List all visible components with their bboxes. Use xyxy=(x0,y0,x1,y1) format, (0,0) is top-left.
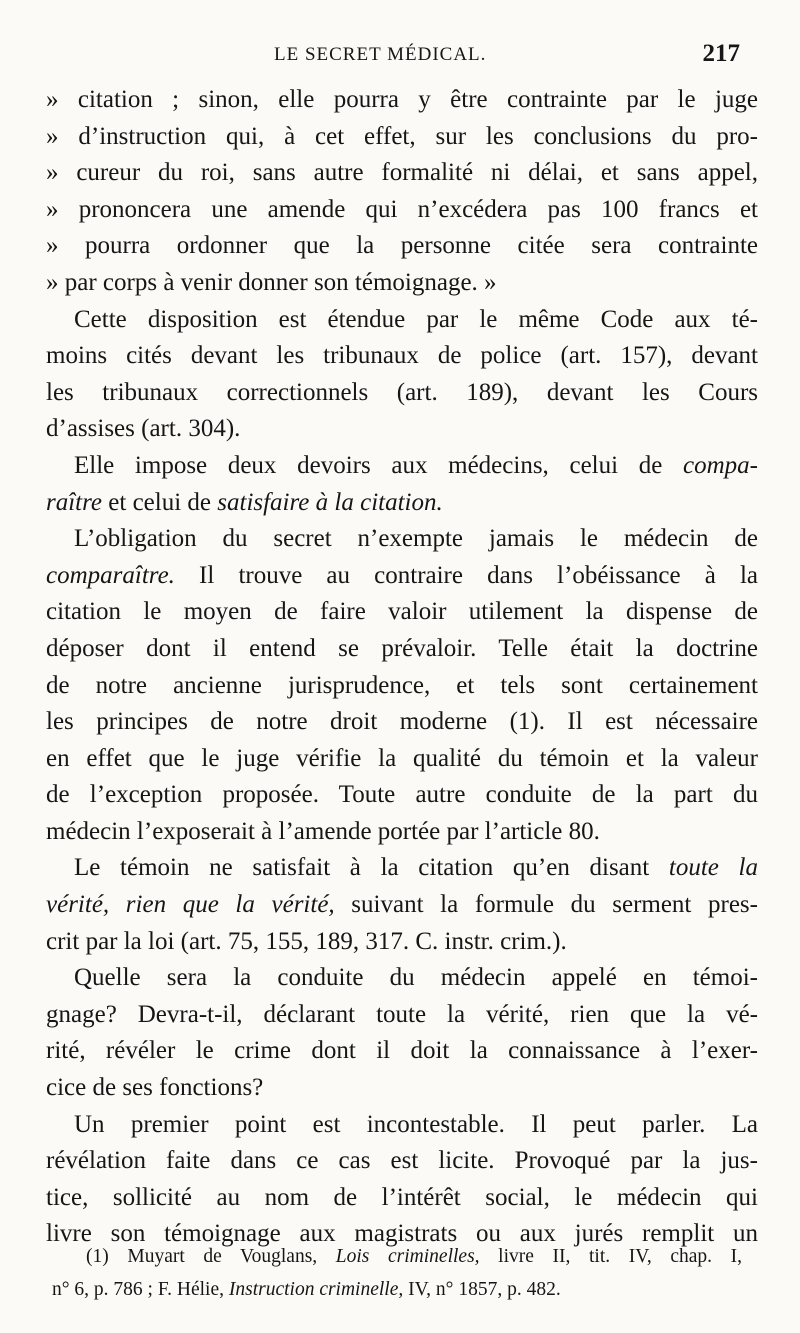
text-line: médecin l’exposerait à l’amende portée par l’article 80. xyxy=(46,817,600,845)
text-line: rité, révéler le crime dont il doit la connaissance à l’exer- xyxy=(46,1037,758,1065)
text-line: tice, sollicité au nom de l’intérêt social, le médecin qui xyxy=(46,1183,758,1211)
text-line: livre son témoignage aux magistrats ou aux jurés remplit un xyxy=(46,1220,758,1248)
text-line: L’obligation du secret n’exempte jamais le médecin de xyxy=(74,525,758,553)
text-line: cice de ses fonctions? xyxy=(46,1074,264,1102)
text-line: en effet que le juge vérifie la qualité du témoin et la valeur xyxy=(46,744,758,772)
text-line: raître et celui de satisfaire à la citation. xyxy=(46,488,443,516)
page-header xyxy=(46,40,748,76)
text-line: les tribunaux correctionnels (art. 189), devant les Cours xyxy=(46,378,758,406)
text-line: Elle impose deux devoirs aux médecins, celui de compa- xyxy=(74,451,758,479)
text-line: vérité, rien que la vérité, suivant la formule du serment pres- xyxy=(46,891,758,919)
text-line: Un premier point est incontestable. Il peut parler. La xyxy=(74,1110,758,1138)
text-line: » pourra ordonner que la personne citée sera contrainte xyxy=(46,232,758,260)
text-line: » prononcera une amende qui n’excédera pas 100 francs et xyxy=(46,195,758,223)
text-line: de notre ancienne jurisprudence, et tels sont certainement xyxy=(46,671,758,699)
footnote-line: (1) Muyart de Vouglans, Lois criminelles, livre II, tit. IV, chap. I, xyxy=(86,1246,742,1267)
text-line: » par corps à venir donner son témoignage. » xyxy=(46,268,497,296)
text-line: de l’exception proposée. Toute autre conduite de la part du xyxy=(46,781,758,809)
text-line: » citation ; sinon, elle pourra y être contrainte par le juge xyxy=(46,86,758,113)
text-line: Cette disposition est étendue par le même Code aux té- xyxy=(74,305,758,333)
text-line: moins cités devant les tribunaux de police (art. 157), devant xyxy=(46,342,758,370)
text-line: » d’instruction qui, à cet effet, sur les conclusions du pro- xyxy=(46,122,758,150)
text-line: Quelle sera la conduite du médecin appelé en témoi- xyxy=(74,964,758,992)
page-number: 217 xyxy=(702,40,740,67)
footnote-line: n° 6, p. 786 ; F. Hélie, Instruction criminelle, IV, n° 1857, p. 482. xyxy=(52,1279,561,1300)
body-text xyxy=(46,82,758,1253)
text-line: Le témoin ne satisfait à la citation qu’en disant toute la xyxy=(74,854,758,882)
footnotes xyxy=(52,1240,742,1306)
text-line: comparaître. Il trouve au contraire dans l’obéissance à la xyxy=(46,561,758,589)
text-line: citation le moyen de faire valoir utilement la dispense de xyxy=(46,598,758,626)
text-line: » cureur du roi, sans autre formalité ni délai, et sans appel, xyxy=(46,159,758,187)
text-line: crit par la loi (art. 75, 155, 189, 317. C. instr. crim.). xyxy=(46,927,567,955)
text-line: gnage? Devra-t-il, déclarant toute la vérité, rien que la vé- xyxy=(46,1000,758,1028)
text-line: d’assises (art. 304). xyxy=(46,415,241,443)
text-line: les principes de notre droit moderne (1). Il est nécessaire xyxy=(46,708,758,736)
text-line: déposer dont il entend se prévaloir. Telle était la doctrine xyxy=(46,634,758,662)
running-title: LE SECRET MÉDICAL. xyxy=(274,44,487,65)
text-line: révélation faite dans ce cas est licite. Provoqué par la jus- xyxy=(46,1147,758,1175)
